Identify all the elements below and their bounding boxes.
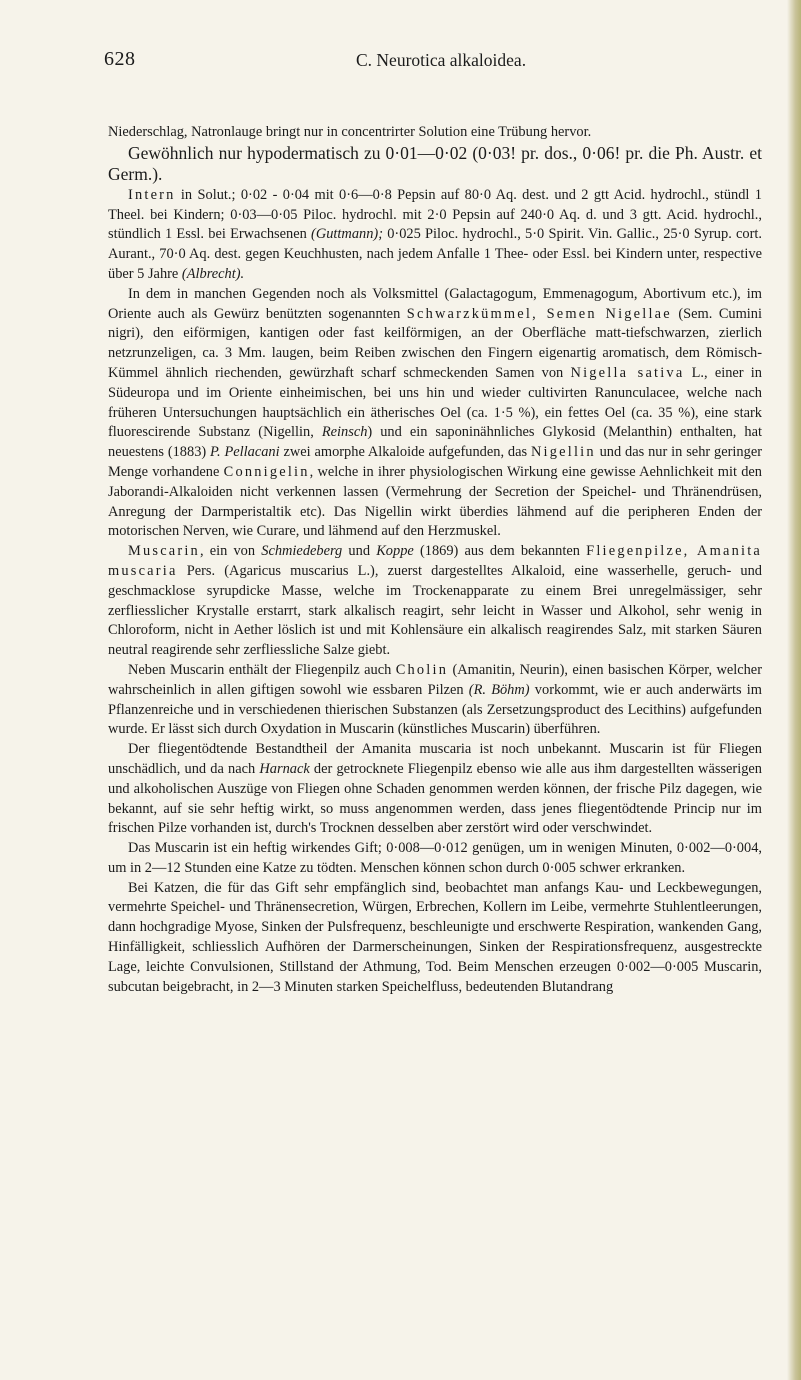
text-span: in Solut.; 0·02 - 0·04 mit 0·6—0·8 Pepsin auf 80·0 Aq. dest. und 2 gtt Acid. hydrochl., stündl 1 Theel. bei Kindern; 0·03—0·05 Piloc. hydrochl. mit 2·0 Pepsin auf 240·0 Aq. d. und 3 gtt. Acid. hydrochl., stündlich 1 Essl. bei Erwachsenen [108, 186, 762, 243]
text-span: ) und ein saponinähnliches Glykosid (Melanthin) enthalten, hat neuestens (1883) [108, 424, 762, 461]
text-span: und [342, 543, 377, 560]
citation-reinsch: Reinsch [321, 424, 368, 441]
page-edge [787, 0, 801, 1380]
body-text [108, 123, 762, 997]
paragraph-toxicity: Das Muscarin ist ein heftig wirkendes Gift; 0·008—0·012 genügen, um in wenigen Minuten, 0·002—0·004, um in 2—12 Stunden eine Katze zu tödten. Menschen können schon durch 0·005 schwer erkranken. [108, 840, 762, 876]
text-span: (1869) aus dem bekannten [413, 543, 587, 560]
text-span: , welche in ihrer physiologischen Wirkung eine gewisse Aehnlichkeit mit den Jaborandi-Alkaloiden nicht verkennen lassen (Vermehrung der Secretion der Speichel- und Thränendrüsen, Anregung der Darmperistaltik etc). Das Nigellin wirkt überdies lähmend auf die peripheren Enden der motorischen Nerven, wie Curare, und lähmend auf den Herzmuskel. [108, 463, 762, 540]
paragraph-cholin [108, 661, 762, 740]
paragraph-internal-use [108, 186, 762, 285]
paragraph-symptoms: Bei Katzen, die für das Gift sehr empfänglich sind, beobachtet man anfangs Kau- und Leckbewegungen, vermehrte Speichel- und Thränensecretion, Würgen, Erbrechen, Kollern im Leibe, vermehrte Stuhlentleerungen, dann hochgradige Myose, Sinken der Pulsfrequenz, beschleunigte und erschwerte Respiration, wankenden Gang, Hinfälligkeit, schliesslich Aufhören der Darmerscheinungen, Sinken der Respirationsfrequenz, ausgestreckte Lage, leichte Convulsionen, Stillstand der Athmung, Tod. Beim Menschen erzeugen 0·002—0·005 Muscarin, subcutan beigebracht, in 2—3 Minuten starken Speichelfluss, bedeutenden Blutandrang [108, 879, 762, 995]
paragraph-fly-toxin [108, 740, 762, 839]
emphasis-connigelin: Connigelin [223, 463, 310, 480]
emphasis-intern: Intern [128, 186, 176, 203]
text-span: , ein von [199, 543, 262, 560]
citation-boehm: (R. Böhm) [468, 681, 530, 698]
emphasis-schwarzkuemmel: Schwarzkümmel, Semen Nigellae [406, 305, 672, 322]
text-span: Der fliegentödtende Bestandtheil der Amanita muscaria ist noch unbekannt. Muscarin ist für Fliegen unschädlich, und da nach [108, 741, 762, 777]
text-span: L., einer in Südeuropa und im Oriente einheimischen, bei uns hin und wieder cultivirten Ranunculacee, welche nach früheren Untersuchungen hauptsächlich ein ätherisches Oel (ca. 1·5 %), ein fettes Oel (ca. 35 %), eine stark fluorescirende Substanz (Nigellin, [108, 364, 762, 441]
running-title: C. Neurotica alkaloidea. [356, 50, 527, 70]
paragraph-dosage: Gewöhnlich nur hypodermatisch zu 0·01—0·02 (0·03! pr. dos., 0·06! pr. die Ph. Austr. et Germ.). [108, 142, 762, 184]
emphasis-muscarin: Muscarin [128, 543, 200, 560]
emphasis-nigella-sativa: Nigella sativa [570, 364, 685, 381]
text-span: (Amanitin, Neurin), einen basischen Körper, welcher wahrscheinlich in allen giftigen sowohl wie essbaren Pilzen [108, 661, 762, 698]
text-span: 0·025 Piloc. hydrochl., 5·0 Spirit. Vin. Gallic., 25·0 Syrup. cort. Aurant., 70·0 Aq. dest. gegen Keuchhusten, nach jedem Anfalle 1 Thee- oder Essl. bei Kindern unter, respective über 5 Jahre [108, 226, 763, 282]
text-span: In dem in manchen Gegenden noch als Volksmittel (Galactagogum, Emmenagogum, Abortivum etc.), im Oriente auch als Gewürz benützten sogenannten [108, 285, 762, 322]
text-span: (Sem. Cumini nigri), den eiförmigen, kantigen oder fast keilförmigen, an der Oberfläche matt-tiefschwarzen, zierlich netzrunzeligen, ca. 3 Mm. laugen, beim Reiben zwischen den Fingern eigenartig aromatisch, dem Römisch-Kümmel ähnlich riechenden, gewürzhaft scharf schmeckenden Samen von [108, 305, 762, 381]
citation-guttmann: (Guttmann); [311, 226, 383, 243]
text-span: der getrocknete Fliegenpilz ebenso wie alle aus ihm dargestellten wässerigen und alkoholischen Auszüge von Fliegen ohne Schaden genommen werden können, der frische Pilz dagegen, wie bekannt, auf sie sehr heftig wirkt, so muss angenommen werden, dass jenes fliegentödtende Princip nur im frischen Pilze vorhanden ist, durch's Trocknen desselben aber zerstört wird oder verschwindet. [108, 760, 762, 837]
text-span: Neben Muscarin enthält der Fliegenpilz auch [128, 661, 396, 678]
emphasis-fliegenpilz: Fliegenpilze, Amanita muscaria [108, 543, 763, 579]
paragraph-nigella [108, 285, 762, 542]
citation-albrecht: (Albrecht). [181, 265, 245, 282]
paragraph-muscarin [108, 542, 762, 661]
text-span: vorkommt, wie er auch anderwärts im Pflanzenreiche und in verschiedenen thierischen Substanzen (als Zersetzungsproduct des Lecithins) aufgefunden wurde. Er lässt sich durch Oxydation in Muscarin (künstliches Muscarin) überführen. [108, 681, 762, 738]
paragraph-continuation: Niederschlag, Natronlauge bringt nur in concentrirter Solution eine Trübung hervor. [108, 124, 592, 140]
emphasis-cholin: Cholin [395, 661, 449, 678]
citation-pellacani: P. Pellacani [210, 444, 280, 461]
emphasis-nigellin: Nigellin [530, 444, 596, 461]
citation-koppe: Koppe [376, 543, 414, 560]
citation-schmiedeberg: Schmiedeberg [261, 543, 343, 560]
text-span: Pers. (Agaricus muscarius L.), zuerst dargestelltes Alkaloid, eine wasserhelle, geruch- und geschmacklose syrupdicke Masse, welche im Trockenapparate zu einem Brei unregelmässiger, sehr zerfliesslicher Krystalle erstarrt, stark alkalisch reagirt, sehr leicht in Wasser und Alkohol, sehr wenig in Chloroform, nicht in Aether löslich ist und mit Kohlensäure ein alkalisch reagirendes Salz, mit starken Säuren neutral reagirende sehr zerfliessliche Salze giebt. [108, 562, 762, 659]
text-span: und das nur in sehr geringer Menge vorhandene [108, 444, 762, 480]
text-span: zwei amorphe Alkaloide aufgefunden, das [279, 444, 531, 461]
page-number: 628 [104, 48, 136, 70]
page-header [104, 48, 761, 78]
citation-harnack: Harnack [259, 760, 310, 777]
